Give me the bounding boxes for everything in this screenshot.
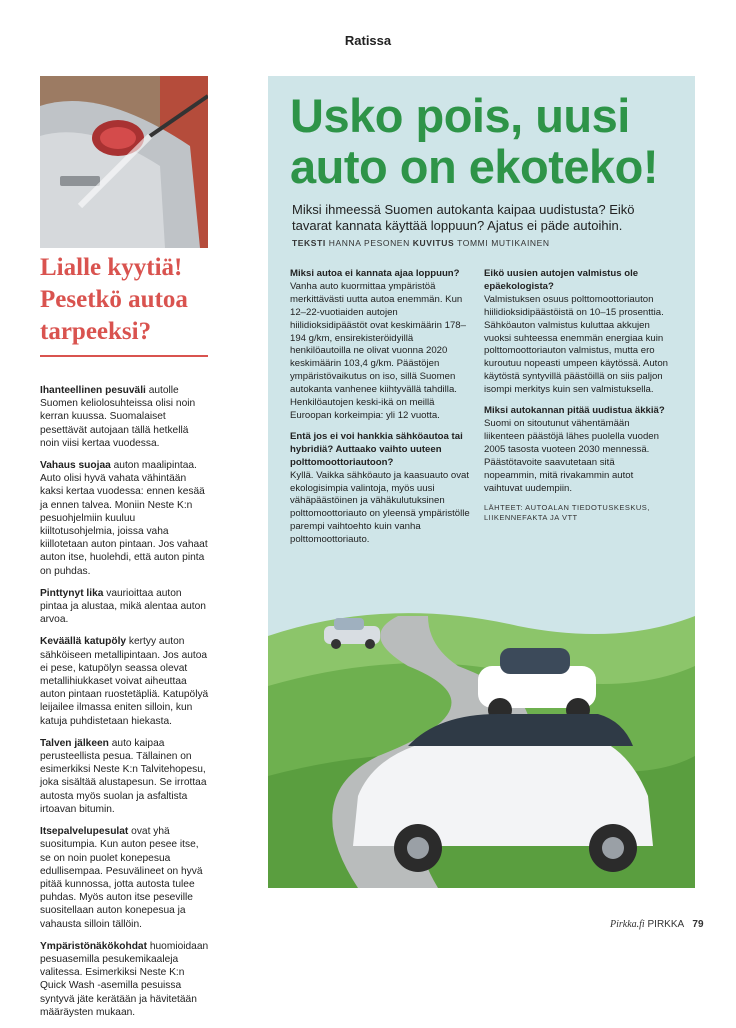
article-intro: Miksi ihmeessä Suomen autokanta kaipaa uudistusta? Eikö tavarat kannata käyttää loppuun? Ajatus ei päde autoihin. [292,202,635,233]
sidebar-paragraph: Ihanteellinen pesuväli autolle Suomen keliolosuhteissa olisi noin kerran kuussa. Suomalaiset pesettävät autojaan tällä hetkellä noin viisi kertaa vuodessa. [40,385,196,449]
page-footer [610,919,710,930]
question: Entä jos ei voi hankkia sähköautoa tai hybridiä? Auttaako vaihto uuteen polttomoottoriautoon? [290,430,463,468]
sources: LÄHTEET: AUTOALAN TIEDOTUSKESKUS, LIIKENNEFAKTA JA VTT [484,503,650,523]
article-column-left [290,268,475,555]
question: Miksi autokannan pitää uudistua äkkiä? [484,405,665,417]
sidebar-paragraph: Itsepalvelupesulat ovat yhä suositumpia. Kun auton pesee itse, se on noin puolet konepesua edullisempaa. Pesuvälineet on hyvä pitää kunnossa, jotta autosta tulee puhdas. Myös auton itse peseville suositellaan auton konepesua ja vahausta silloin tällöin. [40,826,203,930]
cars-on-road-illustration [268,596,695,888]
answer: Suomi on sitoutunut vähentämään liikenteen päästöjä lähes puolella vuoden 2005 tasosta vuoteen 2030 mennessä. Päästötavoite saavutetaan sitä nopeammin, mitä rivakammin autot vaihtuvat uudempiin. [484,417,659,494]
sidebar-body [40,384,210,1028]
article-panel [268,76,695,888]
sidebar-paragraph: Vahaus suojaa auton maalipintaa. Auto olisi hyvä vahata vähintään kaksi kertaa vuodessa: ennen kesää ja ennen talvea. Moniin Neste K:n pesuohjelmiin kuuluu kiiltotusohjelmia, joissa vaha kiillotetaan auton pintaan. Jos vahaat auton itse, huolehdi, että auton pinta on puhdas. [40,460,208,577]
sidebar-title: Lialle kyytiä! Pesetkö autoa tarpeeksi? [40,254,188,345]
sidebar-divider [40,355,208,357]
sidebar-paragraph: Pinttynyt lika vaurioittaa auton pintaa ja alustaa, mikä alentaa auton arvoa. [40,587,206,626]
sidebar-paragraph: Keväällä katupöly kertyy auton sähköiseen metallipintaan. Jos autoa ei pese, katupölyn seassa olevat metallihiukkaset voivat aiheuttaa auton pintaan ruostetäpliä. Katupölyä leijailee ilmassa eniten silloin, kun katuja puhdistetaan hiekasta. [40,636,209,727]
article-credits: TEKSTI HANNA PESONEN KUVITUS TOMMI MUTIKAINEN [292,238,550,248]
footer-magazine: PIRKKA [647,919,684,930]
article-column-right [484,268,669,523]
sidebar-paragraph: Talven jälkeen auto kaipaa perusteellista pesua. Tällainen on esimerkiksi Neste K:n Talvitehopesu, joka sisältää alustapesun. Se irrottaa autosta myös suolan ja asfaltista irtoavan bitumin. [40,737,207,815]
car-wash-photo [40,76,208,248]
question: Eikö uusien autojen valmistus ole epäekologista? [484,268,639,292]
footer-site: Pirkka.fi [610,919,645,930]
article-headline: Usko pois, uusi auto on ekoteko! [290,89,659,193]
sidebar-paragraph: Ympäristönäkökohdat huomioidaan pesuasemilla pesukemikaaleja valitessa. Esimerkiksi Neste K:n Quick Wash -asemilla pesuissa syntyvä jäte kerätään ja hävitetään määräysten mukaan. [40,940,209,1018]
answer: Valmistuksen osuus polttomoottoriauton hiilidioksidipäästöistä on 10–15 prosenttia. Sähköauton valmistus kuluttaa akkujen vuoksi suhteessa enemmän energiaa kuin polttomoottoriauton valmistus, mutta ero kuroutuu nopeasti umpeen käytössä. Auton käytöstä syntyvillä päästöillä on siis paljon isompi merkitys kuin sen valmistuksella. [484,293,669,396]
answer: Kyllä. Vaikka sähköauto ja kaasuauto ovat ekologisimpia valintoja, myös uusi vähäpäästöinen ja vähäkulutuksinen polttomoottoriauto on yleensä ympäristölle parempi vaihtoehto kuin vanha polttomoottoriauto. [290,469,470,546]
page-number: 79 [692,919,704,930]
section-label: Ratissa [344,33,392,48]
question: Miksi autoa ei kannata ajaa loppuun? [290,268,460,279]
answer: Vanha auto kuormittaa ympäristöä merkittävästi uutta autoa enemmän. Kun 12–22-vuotiaiden autojen hiilidioksidipäästöt ovat keskimäärin 178–194 g/km, ensirekisteröidyillä henkilöautoilla ne olivat vuonna 2020 keskimäärin 103,4 g/km. Päästöjen ympäristövaikutus on iso, sillä Suomen autokanta vanhenee kiihtyvällä tahdilla. Henkilöautojen keski-ikä on meillä Euroopan korkeimpia: yli 12 vuotta. [290,280,466,421]
